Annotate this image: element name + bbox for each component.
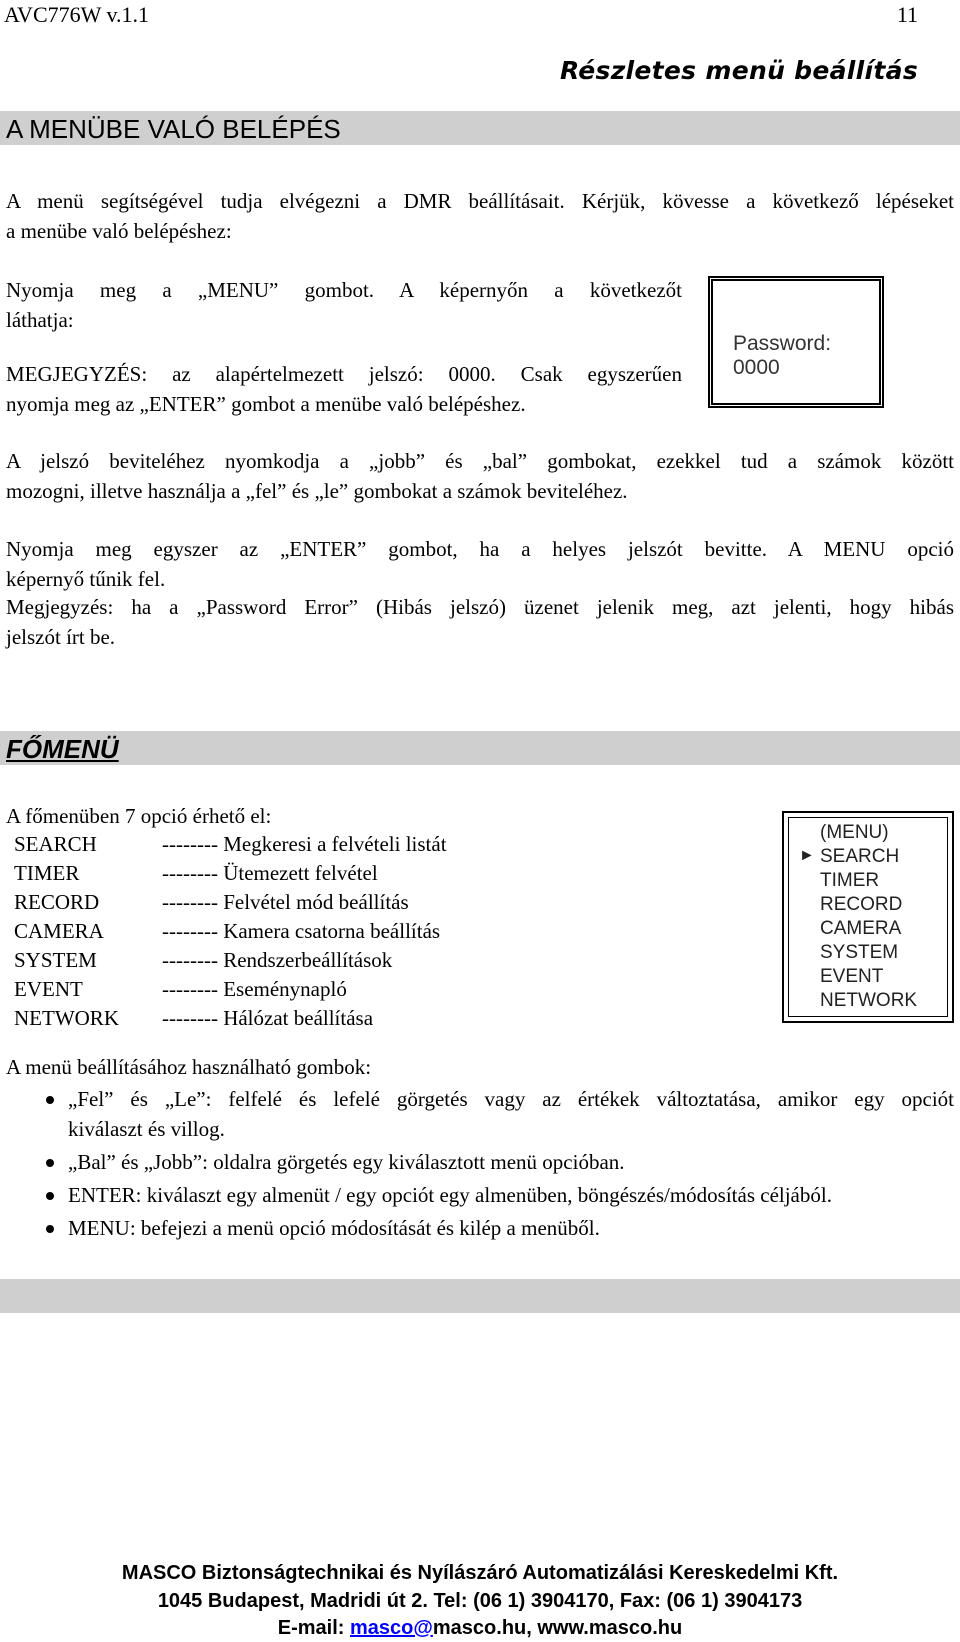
menu-screen-item: SYSTEM xyxy=(820,942,899,963)
option-key: NETWORK xyxy=(14,1006,119,1030)
list-item xyxy=(14,946,447,975)
bullet-line-1: „Bal” és „Jobb”: oldalra görgetés egy kiválasztott menü opcióban. xyxy=(68,1150,625,1174)
footer-company: MASCO Biztonságtechnikai és Nyílászáró Automatizálási Kereskedelmi Kft. xyxy=(121,1562,839,1584)
list-item xyxy=(14,888,447,917)
footer-address: 1045 Budapest, Madridi út 2. Tel: (06 1) 3904170, Fax: (06 1) 3904173 xyxy=(157,1590,803,1612)
option-desc: -------- Ütemezett felvétel xyxy=(162,861,378,885)
option-desc: -------- Felvétel mód beállítás xyxy=(162,890,409,914)
intro-line-1: A menü segítségével tudja elvégezni a DMR beállításait. Kérjük, kövesse a következő lépéseket xyxy=(6,189,954,213)
menu-screen-item: TIMER xyxy=(820,870,880,891)
bullet-line-1: MENU: befejezi a menü opció módosítását és kilép a menüből. xyxy=(68,1216,600,1240)
press-menu-line-2: láthatja: xyxy=(6,308,74,332)
option-desc: -------- Kamera csatorna beállítás xyxy=(162,919,441,943)
section-header-bar xyxy=(0,731,960,765)
option-desc: -------- Eseménynapló xyxy=(162,977,347,1001)
option-key: SYSTEM xyxy=(14,948,97,972)
note-line-2: nyomja meg az „ENTER” gombot a menübe való belépéshez. xyxy=(6,392,526,416)
footer-contact xyxy=(0,1617,960,1640)
buttons-intro: A menü beállításához használható gombok: xyxy=(6,1055,372,1079)
menu-screen-title: (MENU) xyxy=(820,822,889,843)
page-subtitle: Részletes menü beállítás xyxy=(559,56,918,85)
bullet-line-2: kiválaszt és villog. xyxy=(68,1117,225,1141)
bullet-icon xyxy=(46,1159,54,1167)
password-screen-image xyxy=(708,276,884,408)
list-item xyxy=(6,1213,954,1243)
menu-screen-item: RECORD xyxy=(820,894,903,915)
option-desc: -------- Rendszerbeállítások xyxy=(162,948,393,972)
list-item xyxy=(6,1180,954,1210)
bullet-line-1: „Fel” és „Le”: felfelé és lefelé görgetés vagy az értékek változtatása, amikor egy opciót xyxy=(68,1087,954,1111)
bullet-icon xyxy=(46,1225,54,1233)
error-line-2: jelszót írt be. xyxy=(6,625,116,649)
menu-screen-image xyxy=(782,811,954,1023)
enter-line-1: Nyomja meg egyszer az „ENTER” gombot, ha a helyes jelszót bevitte. A MENU opció xyxy=(6,537,954,561)
email-link[interactable]: masco@ xyxy=(350,1617,433,1639)
section-header-bar xyxy=(0,1279,960,1313)
list-item xyxy=(14,1004,447,1033)
option-key: CAMERA xyxy=(14,919,104,943)
menu-screen-item: EVENT xyxy=(820,966,884,987)
error-line-1: Megjegyzés: ha a „Password Error” (Hibás jelszó) üzenet jelenik meg, azt jelenti, hogy hibás xyxy=(6,595,954,619)
email-label: E-mail: xyxy=(277,1617,351,1639)
note-line-1: MEGJEGYZÉS: az alapértelmezett jelszó: 0000. Csak egyszerűen xyxy=(6,362,682,386)
list-item xyxy=(14,975,447,1004)
option-key: RECORD xyxy=(14,890,100,914)
intro-line-2: a menübe való belépéshez: xyxy=(6,219,232,243)
option-key: SEARCH xyxy=(14,832,97,856)
bullet-icon xyxy=(46,1192,54,1200)
entry-line-1: A jelszó beviteléhez nyomkodja a „jobb” és „bal” gombokat, ezekkel tud a számok között xyxy=(6,449,954,473)
option-key: EVENT xyxy=(14,977,83,1001)
document-id: AVC776W v.1.1 xyxy=(4,2,150,27)
enter-line-2: képernyő tűnik fel. xyxy=(6,567,166,591)
list-item xyxy=(14,859,447,888)
list-item xyxy=(14,917,447,946)
press-menu-line-1: Nyomja meg a „MENU” gombot. A képernyőn a következőt xyxy=(6,278,682,302)
section-title-menu-entry: A MENÜBE VALÓ BELÉPÉS xyxy=(6,114,341,144)
selection-arrow-icon: ► xyxy=(799,847,815,864)
menu-screen-item: CAMERA xyxy=(820,918,902,939)
button-usage-list xyxy=(6,1084,954,1243)
main-menu-intro: A főmenüben 7 opció érhető el: xyxy=(6,804,272,828)
list-item xyxy=(6,1084,954,1144)
option-key: TIMER xyxy=(14,861,80,885)
option-desc: -------- Hálózat beállítása xyxy=(162,1006,374,1030)
main-menu-options-list xyxy=(14,830,447,1033)
entry-line-2: mozogni, illetve használja a „fel” és „le” gombokat a számok beviteléhez. xyxy=(6,479,628,503)
bullet-line-1: ENTER: kiválaszt egy almenüt / egy opciót egy almenüben, böngészés/módosítás céljából. xyxy=(68,1183,832,1207)
website-text: masco.hu, www.masco.hu xyxy=(432,1617,683,1639)
bullet-icon xyxy=(46,1096,54,1104)
option-desc: -------- Megkeresi a felvételi listát xyxy=(162,832,447,856)
list-item xyxy=(6,1147,954,1177)
page-number: 11 xyxy=(896,2,918,27)
menu-screen-item: NETWORK xyxy=(820,990,918,1011)
section-title-main-menu: FŐMENÜ xyxy=(6,734,119,764)
list-item xyxy=(14,830,447,859)
password-screen-text: Password: 0000 xyxy=(733,332,832,379)
menu-screen-item: SEARCH xyxy=(820,846,900,867)
